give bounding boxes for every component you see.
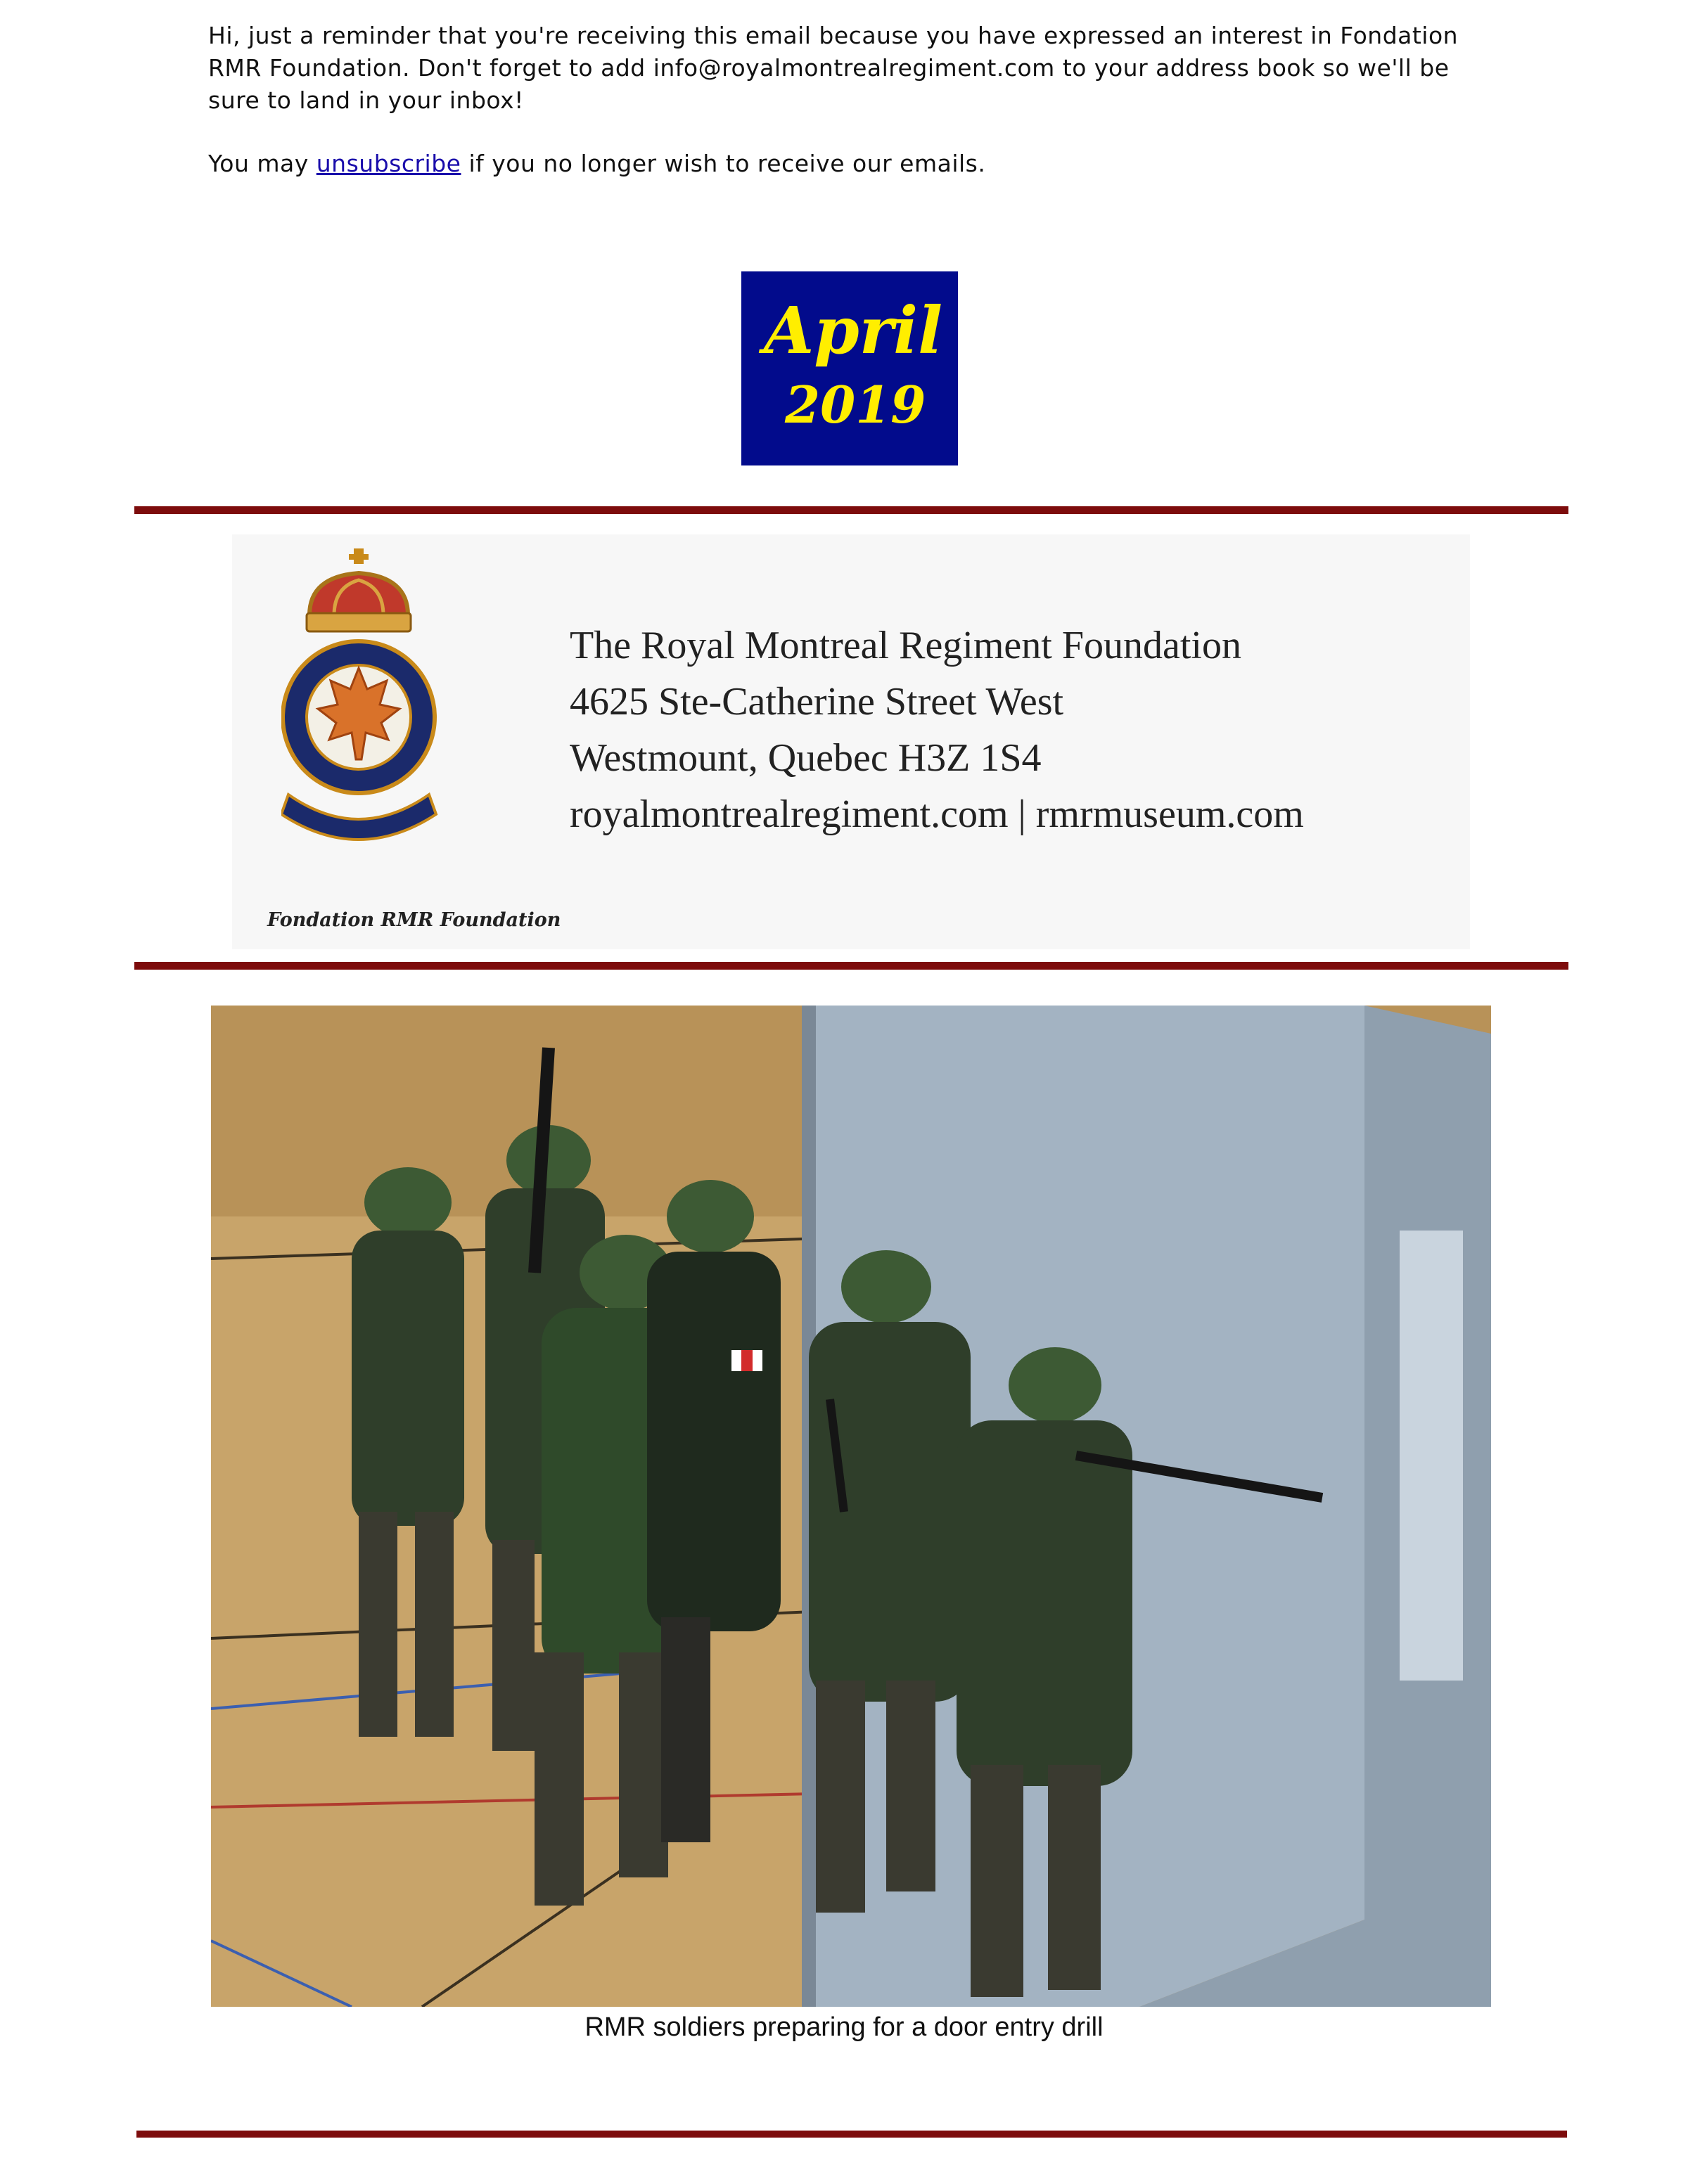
issue-date-box [741, 271, 958, 465]
reminder-paragraph: Hi, just a reminder that you're receiving this email because you have expressed an interest in Fondation RMR Foundation. Don't forget to add info@royalmontrealregiment.com to your address book so we'll be sure to land in your inbox! [208, 22, 1459, 114]
unsubscribe-prefix: You may [208, 150, 316, 177]
foundation-banner [232, 534, 1470, 949]
regiment-crest-icon [281, 548, 471, 858]
crest-caption: Fondation RMR Foundation [267, 909, 561, 931]
photo-illustration [211, 1006, 1491, 2007]
issue-year: 2019 [785, 375, 926, 435]
divider-top [134, 506, 1568, 514]
address-line-name: The Royal Montreal Regiment Foundation [570, 624, 1241, 667]
unsubscribe-paragraph [208, 148, 1474, 180]
address-line-city: Westmount, Quebec H3Z 1S4 [570, 736, 1042, 780]
unsubscribe-link[interactable]: unsubscribe [316, 150, 461, 177]
divider-bottom [136, 2131, 1567, 2138]
divider-middle [134, 962, 1568, 970]
address-line-street: 4625 Ste-Catherine Street West [570, 680, 1064, 724]
unsubscribe-suffix: if you no longer wish to receive our emails. [461, 150, 986, 177]
foundation-address [570, 617, 1304, 842]
address-line-websites: royalmontrealregiment.com | rmrmuseum.com [570, 792, 1304, 836]
soldiers-photo [211, 1006, 1491, 2007]
issue-month: April [764, 293, 943, 368]
photo-caption: RMR soldiers preparing for a door entry drill [584, 2012, 1104, 2042]
notice-text [208, 20, 1474, 180]
